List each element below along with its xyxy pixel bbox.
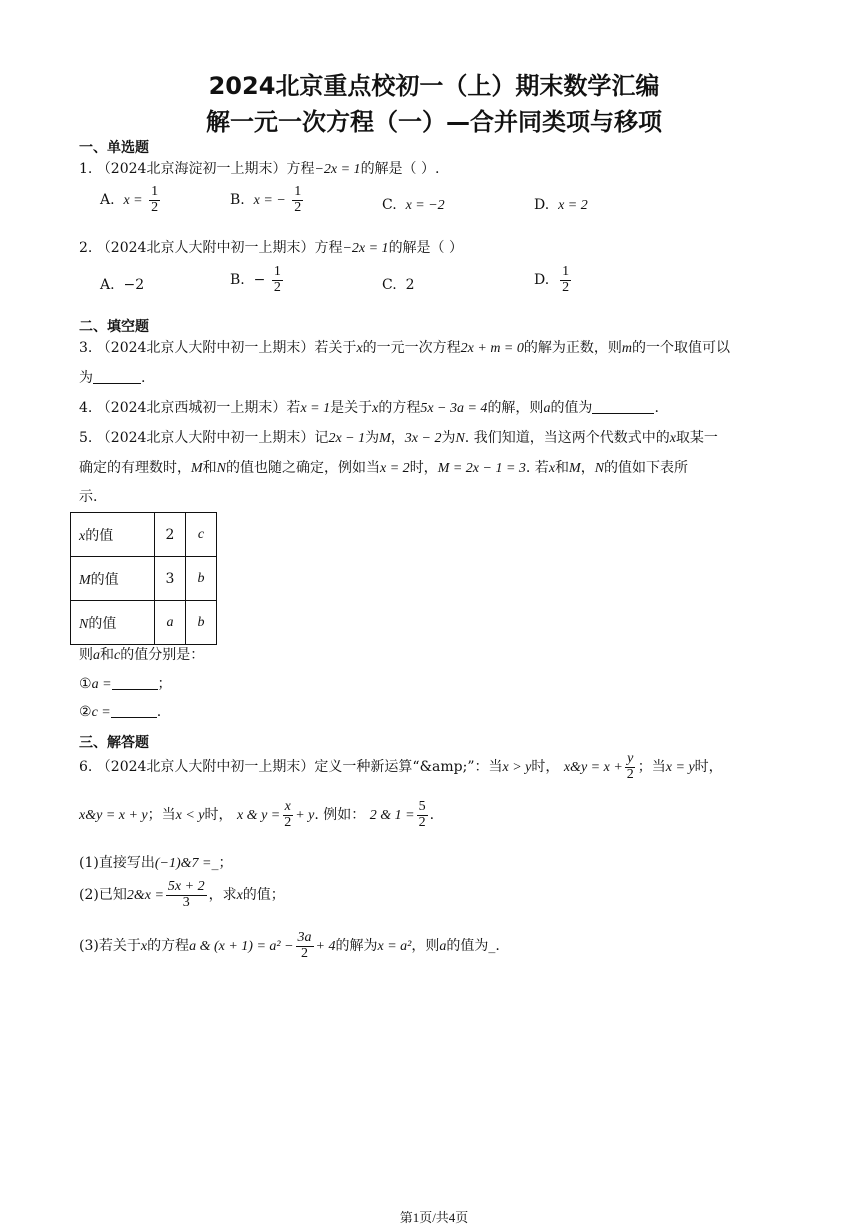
q2-option-c — [382, 277, 415, 293]
condition: x < y — [175, 808, 205, 824]
question-text: (1)直接写出 — [79, 855, 155, 871]
question-text: 时， — [204, 807, 233, 824]
question-text: . 我们知道，当这两个代数式中的 — [464, 430, 670, 446]
q1-option-a — [100, 185, 162, 215]
example-expression: 2 & 1 = — [369, 808, 415, 824]
option-letter: C. — [382, 277, 397, 293]
question-text: 的值也随之确定，例如当 — [226, 460, 381, 476]
variable: M — [79, 572, 91, 588]
question-text: ；当 — [637, 759, 666, 776]
question-text: . 若 — [525, 460, 549, 476]
variable: m — [621, 341, 632, 356]
fraction-denominator: 2 — [562, 279, 570, 295]
table-cell: b — [186, 601, 217, 645]
question-1-stem — [79, 158, 439, 178]
fraction-numerator: 1 — [273, 264, 281, 279]
variable: a — [93, 648, 100, 663]
question-text: 是关于 — [330, 400, 373, 416]
fraction-numerator: y — [627, 751, 634, 766]
question-5-item-2 — [79, 703, 161, 721]
option-letter: A. — [100, 277, 115, 293]
fraction-denominator: 2 — [626, 766, 634, 782]
question-text: ，则 — [411, 938, 440, 955]
variable: M — [569, 461, 581, 476]
question-text: 的一个取值可以 — [632, 340, 730, 356]
option-sign: − — [253, 272, 266, 289]
question-text: ，求 — [208, 887, 237, 904]
question-text: ， — [580, 460, 595, 476]
equation: 5x − 3a = 4 — [420, 401, 488, 416]
variable: x — [548, 461, 556, 476]
option-value: x = −2 — [405, 198, 445, 213]
question-tail: 的解是（ ） — [388, 240, 464, 256]
fraction-denominator: 2 — [301, 945, 309, 961]
q1-option-c — [382, 197, 445, 214]
question-text: 的方程 — [147, 938, 190, 955]
table-cell: c — [186, 513, 217, 557]
option-letter: D. — [534, 197, 550, 213]
fraction-denominator: 3 — [182, 894, 190, 910]
question-5-line3: 示. — [79, 489, 98, 505]
equation: 2x + m = 0 — [460, 341, 524, 356]
fraction — [292, 185, 303, 215]
question-text: 的方程 — [378, 400, 421, 416]
question-text: . — [429, 807, 435, 824]
option-letter: D. — [534, 272, 550, 289]
option-value: 2 — [405, 277, 415, 293]
option-value: −2 — [123, 277, 145, 293]
table-row — [71, 513, 217, 557]
fraction-denominator: 2 — [273, 279, 281, 295]
question-text: 的值分别是： — [120, 647, 205, 663]
question-3-line1 — [79, 337, 730, 357]
question-text: 的值如下表所 — [604, 460, 689, 476]
fraction-numerator: 1 — [294, 184, 302, 199]
option-letter: A. — [100, 192, 115, 209]
option-letter: C. — [382, 197, 397, 213]
table-cell: b — [186, 557, 217, 601]
expression: a = — [91, 677, 112, 692]
equation: −2x = 1 — [314, 162, 361, 177]
row-header — [71, 513, 155, 557]
row-header-label: 的值 — [88, 615, 117, 632]
question-text: 和 — [100, 647, 114, 663]
question-text: 的解为 — [335, 938, 378, 955]
fraction-denominator: 2 — [151, 199, 159, 215]
formula: x&y = x + — [563, 760, 623, 776]
variable: x — [669, 431, 676, 446]
variable: a — [543, 401, 551, 416]
expression: + 4 — [315, 939, 336, 955]
question-text: 确定的有理数时， — [79, 460, 191, 476]
expression: 2x − 1 — [328, 431, 366, 446]
option-lhs: x = − — [253, 193, 286, 209]
q2-option-b — [230, 265, 285, 295]
fraction-denominator: 2 — [284, 814, 292, 830]
fraction-denominator: 2 — [294, 199, 302, 215]
variable: M — [191, 461, 203, 476]
variable: a — [439, 939, 447, 955]
answer-blank[interactable] — [112, 675, 158, 690]
section-heading-single-choice: 一、单选题 — [79, 140, 149, 156]
fraction — [166, 880, 207, 910]
question-text: _； — [211, 855, 233, 871]
question-5-prompt — [79, 644, 204, 664]
question-6-line1 — [79, 752, 723, 782]
question-text: 的解，则 — [487, 400, 544, 416]
variable: x — [236, 888, 243, 904]
fraction-numerator: 3a — [297, 930, 312, 945]
fraction-numerator: x — [284, 799, 291, 814]
question-text: . — [141, 370, 146, 386]
equation: −2x = 1 — [342, 241, 389, 256]
variable: M — [379, 431, 391, 446]
question-5-line1 — [79, 427, 718, 447]
answer-blank[interactable] — [111, 703, 157, 718]
answer-blank[interactable] — [592, 399, 654, 414]
condition: x > y — [502, 760, 532, 776]
q1-option-b — [230, 185, 305, 215]
variable: x — [79, 528, 86, 544]
page-title-line2: 解一元一次方程（一）—合并同类项与移项 — [206, 108, 662, 136]
question-text: 4. （2024北京西城初一上期末）若 — [79, 400, 301, 416]
expression: a & (x + 1) = a² − — [189, 939, 294, 955]
question-6-line2 — [79, 800, 434, 830]
question-number: 2. — [79, 240, 93, 256]
option-lhs: x = — [123, 193, 143, 209]
question-5-item-1 — [79, 673, 172, 693]
expression: c = — [91, 705, 111, 720]
fraction — [625, 752, 636, 782]
option-value: x = 2 — [558, 198, 588, 213]
question-6-part-2 — [79, 880, 285, 910]
question-text: (2)已知 — [79, 887, 127, 904]
question-text: 为 — [365, 430, 380, 446]
table-cell: 3 — [155, 557, 186, 601]
q2-option-a — [100, 277, 144, 293]
variable: N — [455, 431, 465, 446]
section-heading-problems: 三、解答题 — [79, 735, 149, 751]
item-marker: ① — [79, 676, 92, 692]
question-text: 和 — [555, 460, 570, 476]
fraction-numerator: 1 — [151, 184, 159, 199]
fraction — [296, 931, 314, 961]
question-text: 的值为 — [550, 400, 593, 416]
fraction — [149, 185, 160, 215]
row-header-label: 的值 — [85, 527, 114, 544]
question-text: 取某一 — [675, 430, 718, 446]
fraction — [282, 800, 293, 830]
row-header — [71, 557, 155, 601]
question-text: 6. （2024北京人大附中初一上期末）定义一种新运算“&amp;”：当 — [79, 759, 503, 776]
question-text: 时， — [409, 460, 438, 476]
equation: x = 1 — [300, 401, 331, 416]
formula: + y — [295, 808, 315, 824]
formula: x & y = — [236, 808, 281, 824]
fraction — [272, 265, 283, 295]
option-letter: B. — [230, 192, 245, 209]
question-text: 的值； — [242, 887, 285, 904]
expression: (−1)&7 = — [154, 856, 212, 871]
question-6-part-1 — [79, 852, 232, 872]
q2-option-d — [534, 265, 573, 295]
question-text: 为 — [79, 370, 93, 386]
question-tail: 的解是（ ）. — [360, 161, 440, 177]
item-marker: ② — [79, 704, 92, 720]
question-text: 3. （2024北京人大附中初一上期末）若关于 — [79, 340, 357, 356]
question-5-line2 — [79, 457, 688, 477]
question-3-line2 — [79, 367, 145, 387]
question-text: ； — [157, 676, 172, 692]
question-number: 1. — [79, 161, 93, 177]
question-text: 的解为正数，则 — [523, 340, 622, 356]
question-6-part-3 — [79, 931, 500, 961]
fraction-numerator: 5 — [418, 799, 426, 814]
question-text: 为 — [441, 430, 456, 446]
table-cell: 2 — [155, 513, 186, 557]
question-text: 和 — [202, 460, 217, 476]
fraction-numerator: 5x + 2 — [167, 879, 205, 894]
section-heading-fill-in: 二、填空题 — [79, 319, 149, 335]
table-cell: a — [155, 601, 186, 645]
row-header-label: 的值 — [90, 571, 119, 588]
fraction-numerator: 1 — [562, 264, 570, 279]
variable: x — [356, 341, 363, 356]
expression: 3x − 2 — [404, 431, 442, 446]
question-source: （2024北京人大附中初一上期末）方程 — [96, 240, 343, 256]
question-text: 则 — [79, 647, 93, 663]
expression: 2&x = — [126, 888, 164, 904]
question-2-stem — [79, 237, 463, 257]
question-text: (3)若关于 — [79, 938, 141, 955]
row-header — [71, 601, 155, 645]
question-text: 5. （2024北京人大附中初一上期末）记 — [79, 430, 329, 446]
variable: c — [114, 648, 121, 663]
question-source: （2024北京海淀初一上期末）方程 — [96, 161, 315, 177]
table-row — [71, 601, 217, 645]
expression: x = a² — [377, 939, 412, 955]
question-text: 时， — [531, 759, 560, 776]
question-text: . — [654, 400, 659, 416]
variable: x — [140, 939, 148, 955]
fraction — [560, 265, 571, 295]
variable: N — [79, 616, 89, 632]
value-table — [70, 512, 217, 645]
question-text: . — [156, 704, 162, 720]
q1-option-d — [534, 197, 588, 214]
equation: M = 2x − 1 = 3 — [437, 461, 526, 476]
fraction-denominator: 2 — [418, 814, 426, 830]
question-4 — [79, 397, 659, 417]
question-text: 时， — [694, 759, 723, 776]
question-text: ；当 — [147, 807, 176, 824]
table-row — [71, 557, 217, 601]
equation: x = 2 — [380, 461, 410, 476]
option-letter: B. — [230, 272, 245, 289]
question-text: ， — [390, 430, 405, 446]
page-number: 第1页/共4页 — [399, 1210, 469, 1225]
variable: N — [216, 461, 227, 476]
answer-blank[interactable] — [93, 369, 141, 384]
question-text: 的一元一次方程 — [362, 340, 461, 356]
fraction — [417, 800, 428, 830]
question-text: . 例如： — [314, 807, 366, 824]
condition: x = y — [665, 760, 695, 776]
variable: x — [372, 401, 379, 416]
question-text: 的值为_. — [446, 938, 500, 955]
page-title-line1: 2024北京重点校初一（上）期末数学汇编 — [208, 72, 660, 100]
formula: x&y = x + y — [79, 808, 148, 824]
variable: N — [594, 461, 605, 476]
